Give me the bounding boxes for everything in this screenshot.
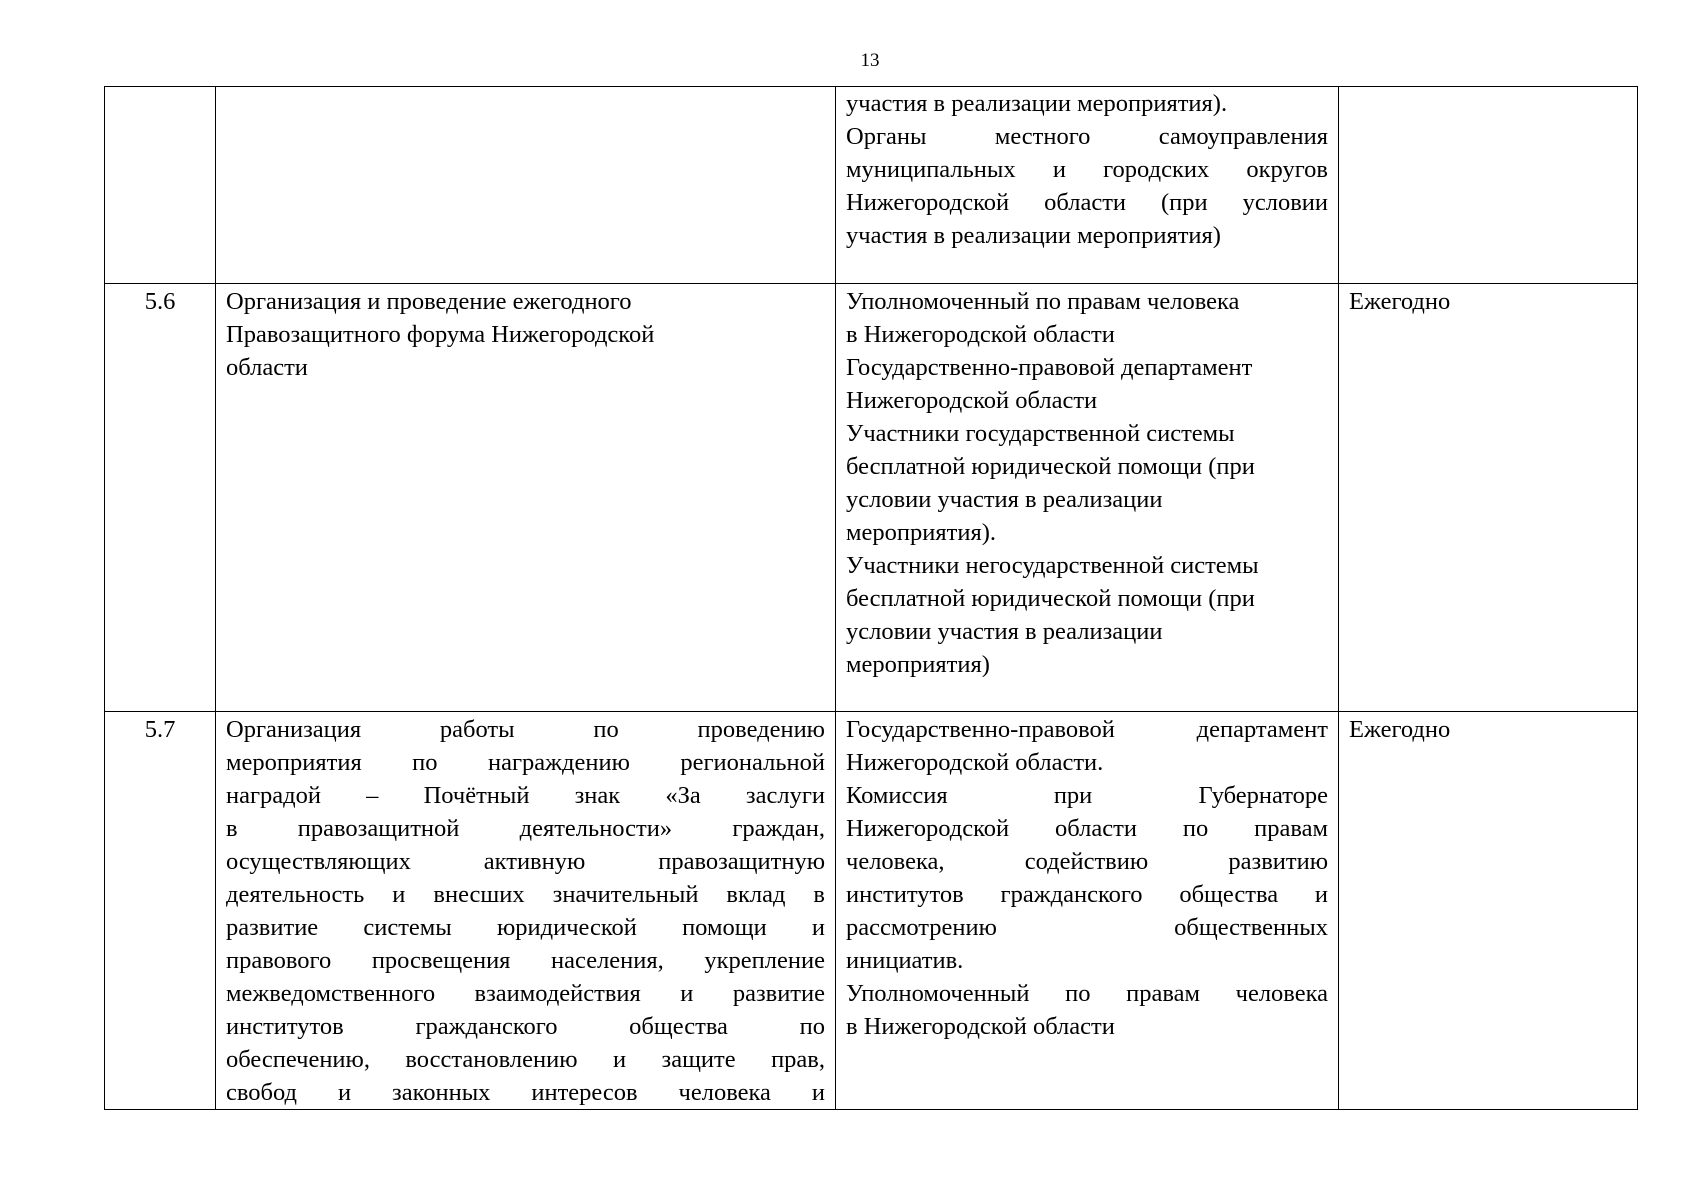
executors-line: Нижегородской области [846, 387, 1098, 414]
measure-line: наградой – Почётный знак «За заслуги [226, 782, 825, 809]
executors-cell [836, 284, 1339, 712]
row-number-cell: 5.7 [105, 712, 216, 1110]
row-number-cell: 5.6 [105, 284, 216, 712]
measure-cell [216, 284, 836, 712]
measure-line: деятельность и внесших значительный вклад в [226, 881, 825, 908]
executors-line: человека, содействию развитию [846, 848, 1328, 875]
executors-line: Нижегородской области (при условии [846, 189, 1328, 216]
measure-line: институтов гражданского общества по [226, 1013, 825, 1040]
executors-line: Участники государственной системы [846, 420, 1235, 447]
executors-line: инициатив. [846, 947, 964, 974]
executors-line: участия в реализации мероприятия) [846, 222, 1221, 249]
executors-line: бесплатной юридической помощи (при [846, 453, 1255, 480]
measure-cell [216, 87, 836, 284]
row-number-cell [105, 87, 216, 284]
executors-line: условии участия в реализации [846, 486, 1163, 513]
executors-line: Уполномоченный по правам человека [846, 288, 1240, 315]
table-row [105, 284, 1638, 712]
measure-line: свобод и законных интересов человека и [226, 1079, 825, 1106]
executors-line: бесплатной юридической помощи (при [846, 585, 1255, 612]
executors-line: Нижегородской области. [846, 749, 1104, 776]
executors-line: муниципальных и городских округов [846, 156, 1328, 183]
executors-line: в Нижегородской области [846, 321, 1115, 348]
executors-line: Уполномоченный по правам человека [846, 980, 1328, 1007]
measure-line: осуществляющих активную правозащитную [226, 848, 825, 875]
executors-line: Нижегородской области по правам [846, 815, 1328, 842]
measure-line: правового просвещения населения, укрепление [226, 947, 825, 974]
executors-cell [836, 712, 1339, 1110]
executors-line: Государственно-правовой департамент [846, 354, 1253, 381]
executors-line: Участники негосударственной системы [846, 552, 1259, 579]
measure-line: мероприятия по награждению региональной [226, 749, 825, 776]
measure-line: Правозащитного форума Нижегородской [226, 321, 655, 348]
measure-line: области [226, 354, 308, 381]
executors-cell [836, 87, 1339, 284]
measure-line: межведомственного взаимодействия и развитие [226, 980, 825, 1007]
table-row [105, 87, 1638, 284]
measure-line: обеспечению, восстановлению и защите прав, [226, 1046, 825, 1073]
executors-line: Государственно-правовой департамент [846, 716, 1328, 743]
measure-line: Организация работы по проведению [226, 716, 825, 743]
executors-line: участия в реализации мероприятия). [846, 90, 1228, 117]
executors-line: Комиссия при Губернаторе [846, 782, 1328, 809]
term-cell: Ежегодно [1339, 712, 1638, 1110]
measure-line: в правозащитной деятельности» граждан, [226, 815, 825, 842]
executors-line: условии участия в реализации [846, 618, 1163, 645]
executors-line: Органы местного самоуправления [846, 123, 1328, 150]
measures-table [104, 86, 1638, 1110]
measure-cell [216, 712, 836, 1110]
term-cell [1339, 87, 1638, 284]
executors-line: институтов гражданского общества и [846, 881, 1328, 908]
measure-line: развитие системы юридической помощи и [226, 914, 825, 941]
table-row [105, 712, 1638, 1110]
measure-line: Организация и проведение ежегодного [226, 288, 632, 315]
term-cell: Ежегодно [1339, 284, 1638, 712]
page-number: 13 [860, 50, 880, 71]
executors-line: рассмотрению общественных [846, 914, 1328, 941]
executors-line: в Нижегородской области [846, 1013, 1115, 1040]
executors-line: мероприятия). [846, 519, 996, 546]
executors-line: мероприятия) [846, 651, 990, 678]
